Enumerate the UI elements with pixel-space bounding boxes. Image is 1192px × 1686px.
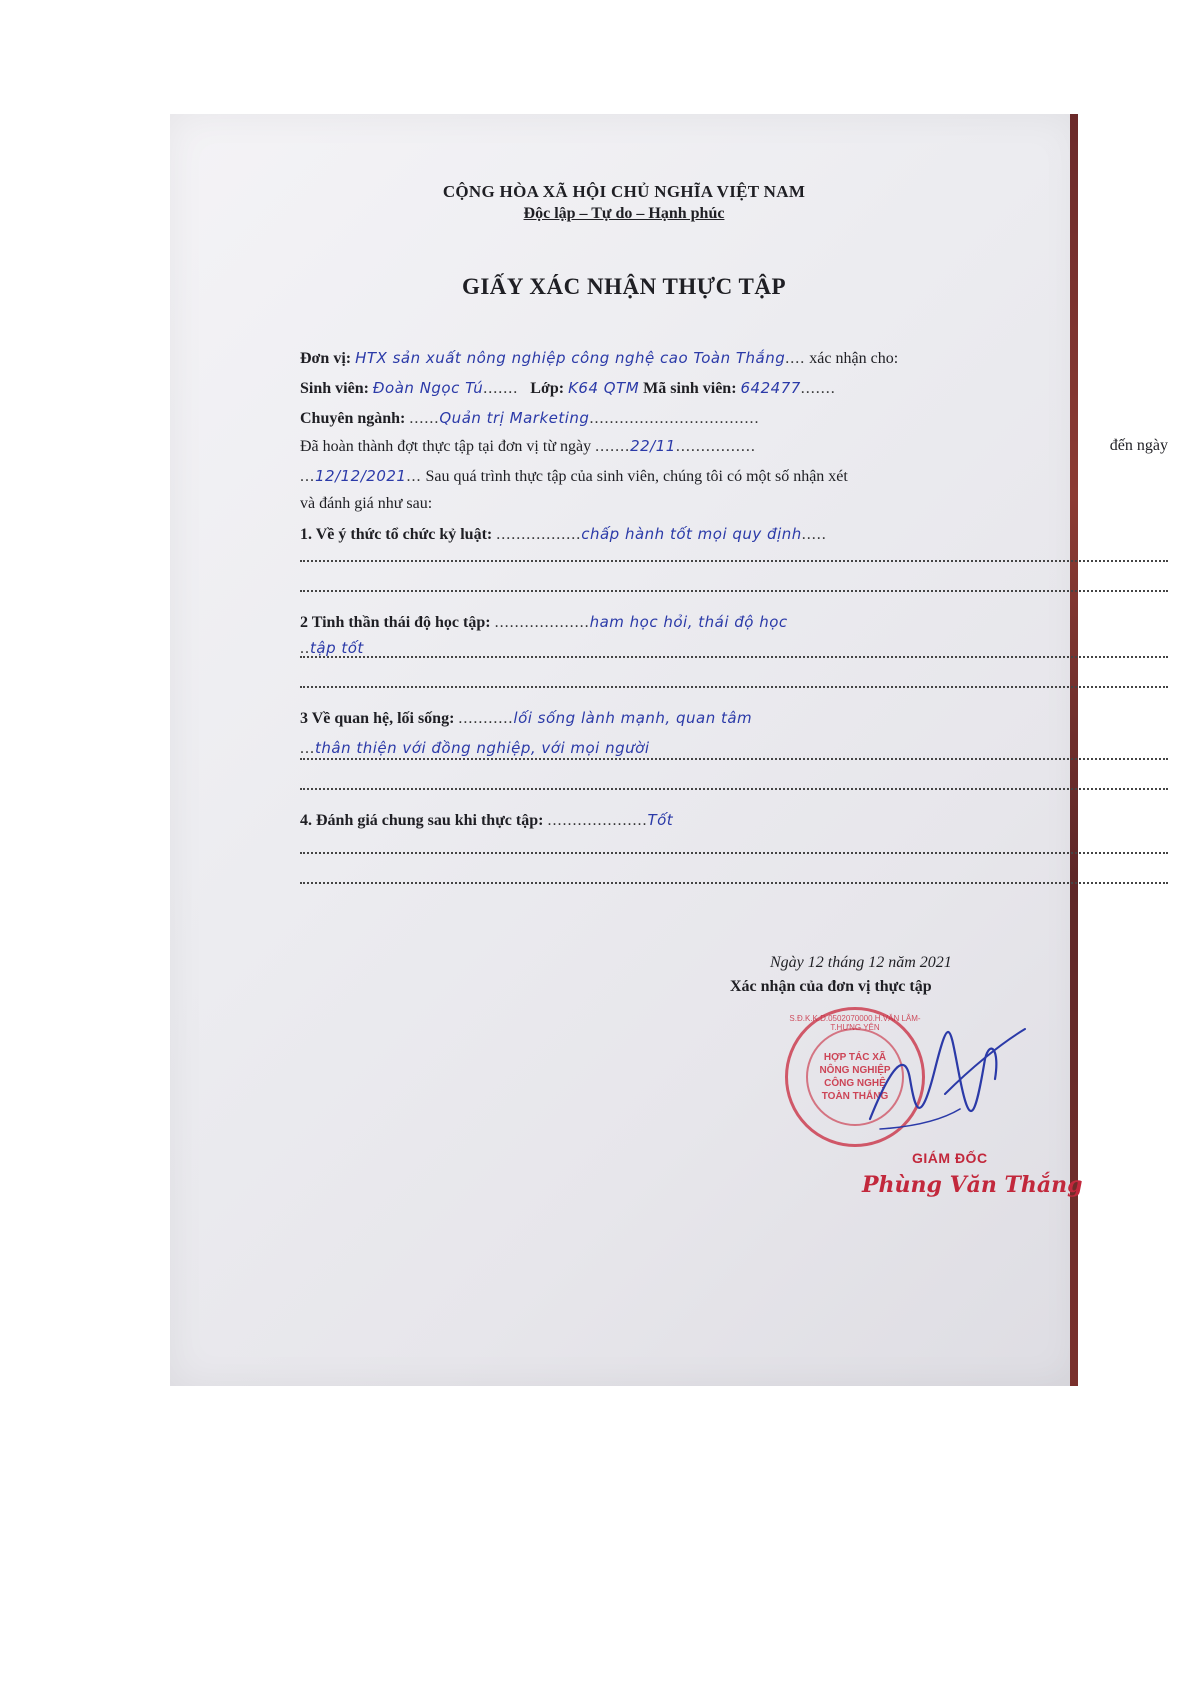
stamp-line: TOÀN THẮNG: [821, 1091, 889, 1102]
q3-row-2: ...thân thiện với đồng nghiệp, với mọi người: [300, 739, 650, 757]
q3-label: 3 Về quan hệ, lối sống:: [300, 710, 455, 727]
major-label: Chuyên ngành:: [300, 410, 406, 427]
stamp-line: CÔNG NGHỆ: [824, 1078, 886, 1089]
q2-value-2: tập tốt: [310, 639, 364, 657]
date-line: Ngày 12 tháng 12 năm 2021: [770, 954, 952, 971]
motto: Độc lập – Tự do – Hạnh phúc: [523, 205, 725, 222]
blank-line: [300, 756, 1168, 760]
student-id-label: Mã sinh viên:: [643, 380, 737, 397]
period-row: Đã hoàn thành đợt thực tập tại đơn vị từ ngày .......22/11................ đến ngày: [300, 437, 1168, 455]
document-photo: [170, 114, 1168, 1386]
handwritten-signature: [850, 1009, 1030, 1159]
blank-line: [300, 880, 1168, 884]
director-name: Phùng Văn Thắng: [862, 1172, 1083, 1198]
stamp-line: HỢP TÁC XÃ: [823, 1052, 887, 1063]
blank-line: [300, 850, 1168, 854]
q2-row-2: ..tập tốt: [300, 639, 364, 657]
q2-row: 2 Tinh thần thái độ học tập: ...................ham học hỏi, thái độ học: [300, 613, 788, 631]
major-value: Quản trị Marketing: [439, 409, 590, 427]
student-value: Đoàn Ngọc Tú: [372, 379, 484, 397]
q3-value: lối sống lành mạnh, quan tâm: [513, 709, 753, 727]
confirm-label: Xác nhận của đơn vị thực tập: [730, 978, 932, 995]
review-row: ...12/12/2021... Sau quá trình thực tập của sinh viên, chúng tôi có một số nhận xét: [300, 467, 848, 485]
completed-prefix: Đã hoàn thành đợt thực tập tại đơn vị từ ngày: [300, 438, 592, 455]
blank-line: [300, 558, 1168, 562]
blank-line: [300, 588, 1168, 592]
q2-label: 2 Tinh thần thái độ học tập:: [300, 614, 491, 631]
blank-line: [300, 786, 1168, 790]
q4-label: 4. Đánh giá chung sau khi thực tập:: [300, 812, 544, 829]
director-title: GIÁM ĐỐC: [912, 1150, 988, 1166]
q4-row: 4. Đánh giá chung sau khi thực tập: ....................Tốt: [300, 811, 674, 829]
unit-label: Đơn vị:: [300, 350, 352, 367]
q2-value: ham học hỏi, thái độ học: [589, 613, 788, 631]
document-title: GIẤY XÁC NHẬN THỰC TẬP: [461, 274, 787, 299]
student-row: Sinh viên: Đoàn Ngọc Tú....... Lớp: K64 QTM Mã sinh viên: 642477.......: [300, 379, 836, 397]
to-date: 12/12/2021: [315, 467, 407, 485]
unit-row: Đơn vị: HTX sản xuất nông nghiệp công nghệ cao Toàn Thắng.... xác nhận cho:: [300, 349, 899, 367]
q1-label: 1. Về ý thức tổ chức kỷ luật:: [300, 526, 493, 543]
q3-row: 3 Về quan hệ, lối sống: ...........lối sống lành mạnh, quan tâm: [300, 709, 753, 727]
unit-value: HTX sản xuất nông nghiệp công nghệ cao Toàn Thắng: [355, 349, 786, 367]
q4-value: Tốt: [647, 811, 674, 829]
student-id-value: 642477: [740, 379, 801, 397]
major-row: Chuyên ngành: ......Quản trị Marketing..................................: [300, 409, 760, 427]
student-label: Sinh viên:: [300, 380, 369, 397]
q3-value-2: thân thiện với đồng nghiệp, với mọi người: [315, 739, 650, 757]
class-label: Lớp:: [530, 380, 565, 397]
nation-header: CỘNG HÒA XÃ HỘI CHỦ NGHĨA VIỆT NAM: [442, 182, 806, 201]
from-date: 22/11: [630, 437, 676, 455]
blank-line: [300, 654, 1168, 658]
review-text-2: và đánh giá như sau:: [300, 495, 433, 512]
q1-row: 1. Về ý thức tổ chức kỷ luật: .................chấp hành tốt mọi quy định.....: [300, 525, 827, 543]
class-value: K64 QTM: [568, 379, 640, 397]
review-row-2: [300, 494, 1168, 514]
stamp-line: NÔNG NGHIỆP: [819, 1065, 891, 1076]
to-label: đến ngày: [1109, 437, 1168, 454]
unit-suffix: xác nhận cho:: [809, 350, 899, 367]
q1-value: chấp hành tốt mọi quy định: [581, 525, 802, 543]
stamp-ring-text: S.Đ.K.K.D.0502070000.H.VĂN LÂM-T.HƯNG YÊN: [789, 1014, 921, 1032]
review-text: Sau quá trình thực tập của sinh viên, chúng tôi có một số nhận xét: [425, 468, 848, 485]
blank-line: [300, 684, 1168, 688]
